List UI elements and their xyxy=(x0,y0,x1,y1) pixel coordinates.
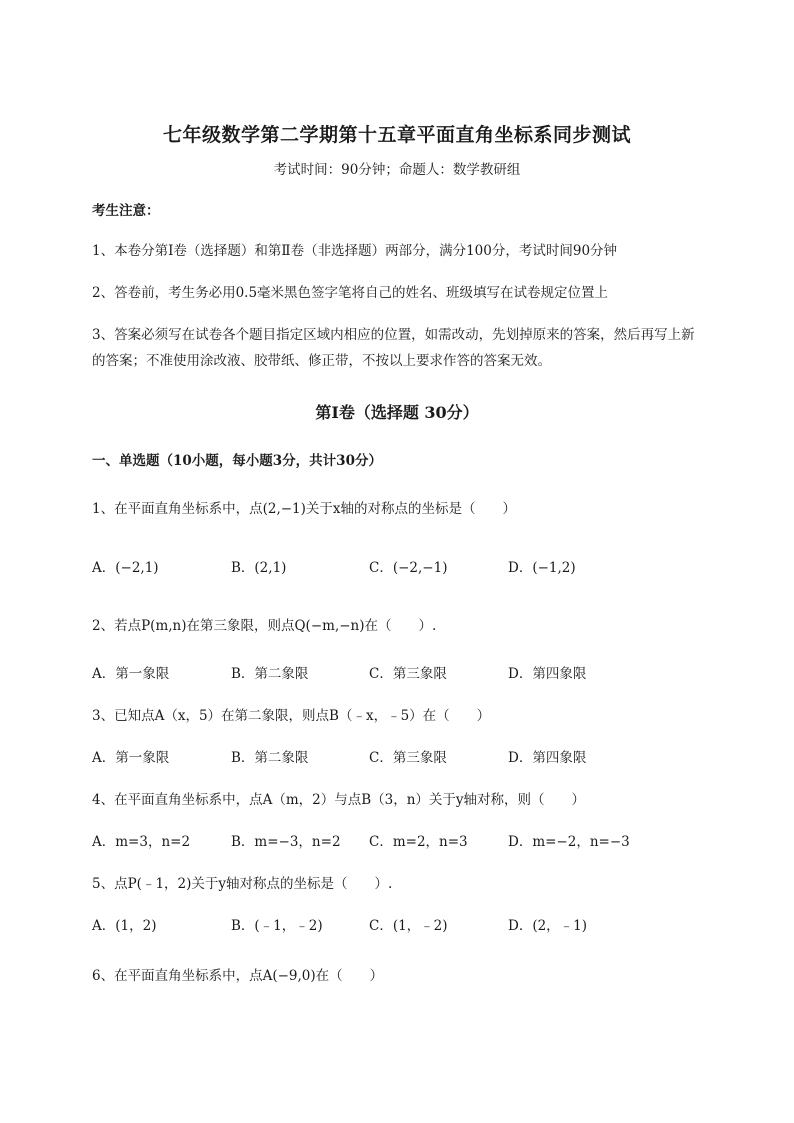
question-1-stem: 1、在平面直角坐标系中，点(2,−1)关于x轴的对称点的坐标是（ ） xyxy=(92,501,517,517)
question-5-option-b[interactable]: B．(﹣1，﹣2) xyxy=(231,918,323,934)
question-2-stem: 2、若点P(m,n)在第三象限，则点Q(−m,−n)在（ ）. xyxy=(92,618,437,634)
question-4-option-c[interactable]: C．m=2，n=3 xyxy=(369,834,468,850)
question-1-option-a[interactable]: A．(−2,1) xyxy=(92,560,159,576)
question-3-option-c[interactable]: C．第三象限 xyxy=(369,750,447,766)
question-2-option-d[interactable]: D．第四象限 xyxy=(508,666,587,682)
question-2-option-c[interactable]: C．第三象限 xyxy=(369,666,447,682)
question-1-option-c[interactable]: C．(−2,−1) xyxy=(369,560,448,576)
section-title: 第I卷（选择题 30分） xyxy=(315,403,479,422)
notice-item-3-continued: 的答案；不准使用涂改液、胶带纸、修正带，不按以上要求作答的答案无效。 xyxy=(92,353,551,369)
question-5-option-c[interactable]: C．(1，﹣2) xyxy=(369,918,448,934)
notice-item-3: 3、答案必须写在试卷各个题目指定区域内相应的位置，如需改动，先划掉原来的答案，然后再写上新 xyxy=(92,327,695,343)
notice-item-1: 1、本卷分第I卷（选择题）和第Ⅱ卷（非选择题）两部分，满分100分，考试时间90分钟 xyxy=(92,243,618,259)
question-5-stem: 5、点P(﹣1，2)关于y轴对称点的坐标是（ ）. xyxy=(92,876,393,892)
question-3-option-a[interactable]: A．第一象限 xyxy=(92,750,170,766)
question-1-option-d[interactable]: D．(−1,2) xyxy=(508,560,576,576)
notice-item-2: 2、答卷前，考生务必用0.5毫米黑色签字笔将自己的姓名、班级填写在试卷规定位置上 xyxy=(92,285,609,301)
question-2-option-a[interactable]: A．第一象限 xyxy=(92,666,170,682)
question-6-stem: 6、在平面直角坐标系中，点A(−9,0)在（ ） xyxy=(92,968,384,984)
question-1-option-b[interactable]: B．(2,1) xyxy=(231,560,287,576)
part-title: 一、单选题（10小题，每小题3分，共计30分） xyxy=(92,453,382,469)
question-4-options xyxy=(92,829,712,855)
question-5-option-a[interactable]: A．(1，2) xyxy=(92,918,157,934)
question-4-option-a[interactable]: A．m=3，n=2 xyxy=(92,834,191,850)
question-3-option-d[interactable]: D．第四象限 xyxy=(508,750,587,766)
question-2-option-b[interactable]: B．第二象限 xyxy=(231,666,309,682)
question-2-options xyxy=(92,661,712,687)
exam-title: 七年级数学第二学期第十五章平面直角坐标系同步测试 xyxy=(162,124,631,146)
notice-heading: 考生注意： xyxy=(92,203,160,219)
question-1-options xyxy=(92,555,712,581)
question-4-stem: 4、在平面直角坐标系中，点A（m，2）与点B（3，n）关于y轴对称，则（ ） xyxy=(92,792,586,808)
question-4-option-b[interactable]: B．m=−3，n=2 xyxy=(231,834,341,850)
question-5-option-d[interactable]: D．(2，﹣1) xyxy=(508,918,588,934)
question-3-option-b[interactable]: B．第二象限 xyxy=(231,750,309,766)
question-5-options xyxy=(92,913,712,939)
question-3-options xyxy=(92,745,712,771)
question-3-stem: 3、已知点A（x，5）在第二象限，则点B（﹣x，﹣5）在（ ） xyxy=(92,708,491,724)
exam-subtitle: 考试时间：90分钟；命题人：数学教研组 xyxy=(273,162,521,178)
question-4-option-d[interactable]: D．m=−2，n=−3 xyxy=(508,834,630,850)
